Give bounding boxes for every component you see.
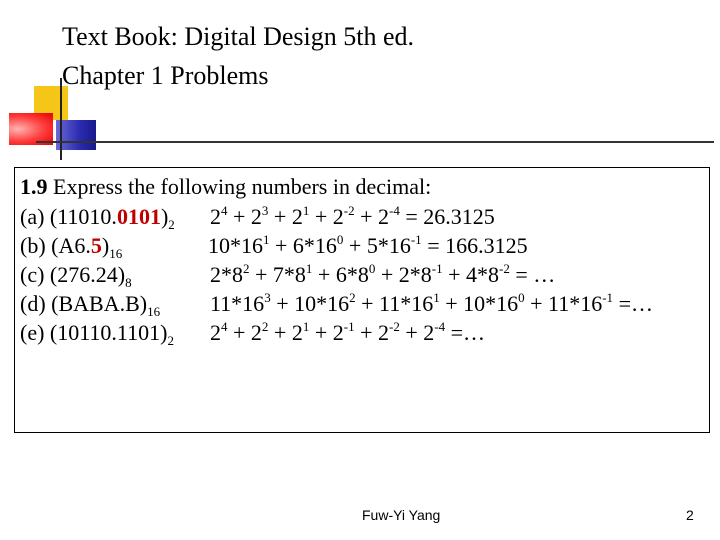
expression-term: + 4*8	[442, 262, 500, 287]
expression-term: + 2	[354, 320, 390, 345]
item-d-label	[20, 291, 160, 317]
item-e-label	[20, 320, 174, 346]
expression-term: 2*8	[210, 262, 243, 287]
exponent: -2	[343, 203, 355, 218]
item-b-base: 16	[109, 246, 123, 261]
exponent: 1	[433, 290, 440, 305]
exponent: 2	[243, 261, 250, 276]
expression-term: + 2	[227, 204, 262, 229]
exponent: 1	[305, 261, 313, 276]
expression-term: 2	[210, 320, 221, 345]
expression-term: + 6*16	[269, 233, 337, 258]
item-e-base: 2	[167, 333, 174, 348]
exponent: -2	[389, 319, 400, 334]
exponent: 4	[221, 203, 228, 218]
expression-term: + 2	[309, 320, 344, 345]
expression-term: + 2	[399, 320, 435, 345]
expression-term: 2	[210, 204, 221, 229]
exponent: -1	[431, 261, 443, 276]
slide-title: Text Book: Digital Design 5th ed.	[62, 22, 415, 51]
item-d-base: 16	[147, 304, 161, 319]
exponent: -1	[410, 232, 422, 247]
expression-term: + 2	[268, 320, 303, 345]
exponent: 0	[368, 261, 376, 276]
expression-term: = …	[509, 262, 556, 287]
item-e-expression	[210, 320, 485, 346]
expression-term: + 11*16	[524, 291, 603, 316]
item-b-suffix: )	[101, 233, 110, 258]
expression-term: + 5*16	[343, 233, 411, 258]
title-underline-rule	[36, 141, 714, 143]
item-a-expression	[210, 204, 495, 230]
item-b-highlight: 5	[90, 233, 102, 258]
exponent: 4	[221, 319, 228, 334]
expression-term: 11*16	[210, 291, 265, 316]
exponent: -1	[602, 290, 614, 305]
exponent: -2	[499, 261, 510, 276]
exponent: 1	[302, 319, 310, 334]
exponent: 1	[302, 203, 310, 218]
expression-term: + 2	[309, 204, 344, 229]
item-b-expression	[208, 233, 528, 259]
item-a-label	[20, 204, 175, 230]
exponent: 2	[261, 319, 269, 334]
item-a-suffix: )	[160, 204, 169, 229]
item-c-label	[20, 262, 132, 288]
problem-number: 1.9	[20, 174, 48, 199]
blue-square	[56, 120, 96, 150]
expression-term: 10*16	[208, 233, 263, 258]
item-c-expression	[210, 262, 555, 288]
exponent: 0	[336, 232, 344, 247]
item-a-highlight: 0101	[116, 204, 161, 229]
item-c-prefix: (c) (276.24)	[20, 262, 126, 287]
expression-term: = 26.3125	[399, 204, 495, 229]
expression-term: =…	[613, 291, 653, 316]
item-e-prefix: (e) (10110.1101)	[20, 320, 168, 345]
expression-term: = 166.3125	[421, 233, 528, 258]
expression-term: + 2	[268, 204, 303, 229]
exponent: 1	[263, 232, 270, 247]
exponent: 0	[518, 290, 525, 305]
item-b-prefix: (b) (A6.	[20, 233, 91, 258]
expression-term: + 2	[354, 204, 390, 229]
item-b-label	[20, 233, 122, 259]
slide-subtitle: Chapter 1 Problems	[62, 61, 269, 90]
expression-term: =…	[445, 320, 486, 345]
item-c-base: 8	[125, 275, 132, 290]
exponent: 3	[264, 290, 271, 305]
expression-term: + 10*16	[270, 291, 350, 316]
exponent: 2	[349, 290, 356, 305]
item-d-expression	[210, 291, 653, 317]
page-number: 2	[686, 507, 694, 523]
expression-term: + 7*8	[249, 262, 306, 287]
exponent: -4	[389, 203, 400, 218]
problem-heading	[20, 174, 431, 200]
item-d-prefix: (d) (BABA.B)	[20, 291, 148, 316]
footer-author: Fuw-Yi Yang	[362, 507, 441, 523]
expression-term: + 10*16	[439, 291, 519, 316]
problem-text: Express the following numbers in decimal:	[47, 174, 432, 199]
expression-term: + 2*8	[375, 262, 432, 287]
expression-term: + 2	[227, 320, 262, 345]
exponent: 3	[261, 203, 269, 218]
exponent: -4	[434, 319, 446, 334]
item-a-base: 2	[168, 217, 175, 232]
item-a-prefix: (a) (11010.	[20, 204, 117, 229]
expression-term: + 6*8	[312, 262, 369, 287]
expression-term: + 11*16	[355, 291, 434, 316]
exponent: -1	[343, 319, 355, 334]
